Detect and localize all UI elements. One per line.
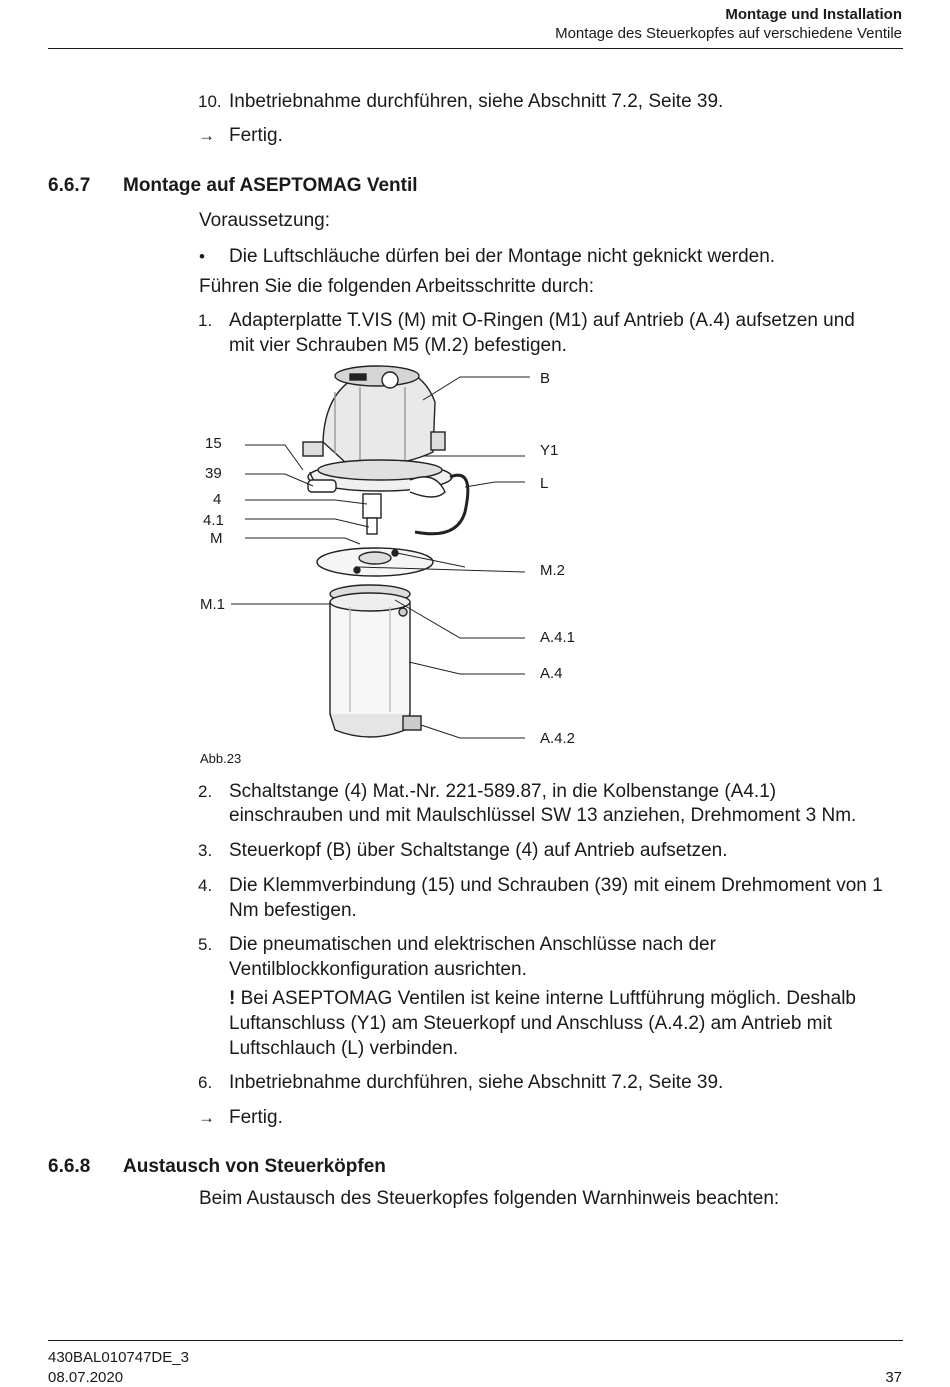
footer-divider — [48, 1340, 903, 1341]
note-text: Luftschlauch (L) verbinden. — [229, 1038, 459, 1059]
step-text: Inbetriebnahme durchführen, siehe Abschnitt 7.2, Seite 39. — [229, 91, 724, 112]
step-text: Steuerkopf (B) über Schaltstange (4) auf Antrieb aufsetzen. — [229, 840, 728, 861]
step-number: 2. — [198, 782, 213, 801]
done-text: Fertig. — [229, 125, 283, 146]
intro-text: Führen Sie die folgenden Arbeitsschritte durch: — [199, 276, 595, 297]
label-m: M — [210, 530, 223, 547]
figure-caption: Abb.23 — [200, 751, 242, 766]
label-m2: M.2 — [540, 562, 566, 579]
label-a4: A.4 — [540, 665, 563, 682]
bullet-text: Die Luftschläuche dürfen bei der Montage nicht geknickt werden. — [229, 246, 776, 267]
label-b: B — [540, 370, 551, 387]
header-title: Montage und Installation — [725, 6, 902, 23]
section-text: Beim Austausch des Steuerkopfes folgenden Warnhinweis beachten: — [199, 1188, 780, 1209]
step-text: Schaltstange (4) Mat.-Nr. 221-589.87, in die Kolbenstange (A4.1) — [229, 781, 777, 802]
step-text: Inbetriebnahme durchführen, siehe Abschnitt 7.2, Seite 39. — [229, 1072, 724, 1093]
section-number: 6.6.8 — [48, 1156, 91, 1177]
note-line: Bei ASEPTOMAG Ventilen ist keine interne Luftführung möglich. Deshalb — [235, 988, 856, 1009]
label-39: 39 — [205, 465, 222, 482]
step-text: Nm befestigen. — [229, 900, 357, 921]
document-date: 08.07.2020 — [48, 1369, 124, 1386]
header-divider — [48, 48, 903, 49]
warning-mark-icon: ! — [229, 988, 236, 1009]
step-number: 4. — [198, 876, 213, 895]
step-text: Adapterplatte T.VIS (M) mit O-Ringen (M1) auf Antrieb (A.4) aufsetzen und — [229, 310, 855, 331]
label-l: L — [540, 475, 549, 492]
section-number: 6.6.7 — [48, 175, 91, 196]
step-number: 6. — [198, 1073, 213, 1092]
step-text: Ventilblockkonfiguration ausrichten. — [229, 959, 527, 980]
header-subtitle: Montage des Steuerkopfes auf verschiedene Ventile — [555, 25, 902, 42]
label-4: 4 — [213, 491, 222, 508]
precondition-label: Voraussetzung: — [199, 210, 330, 231]
assembly-figure — [195, 362, 615, 752]
section-title: Montage auf ASEPTOMAG Ventil — [123, 175, 418, 196]
step-text: einschrauben und mit Maulschlüssel SW 13 anziehen, Drehmoment 3 Nm. — [229, 805, 857, 826]
step-number: 1. — [198, 311, 213, 330]
section-title: Austausch von Steuerköpfen — [123, 1156, 386, 1177]
valve-assembly-drawing — [195, 362, 615, 752]
label-y1: Y1 — [540, 442, 559, 459]
done-text: Fertig. — [229, 1107, 283, 1128]
step-number: 5. — [198, 935, 213, 954]
label-15: 15 — [205, 435, 222, 452]
step-number: 10. — [198, 92, 222, 111]
step-text: Die Klemmverbindung (15) und Schrauben (39) mit einem Drehmoment von 1 — [229, 875, 883, 896]
done-arrow-icon: → — [198, 126, 215, 145]
note-text — [229, 986, 856, 1011]
done-arrow-icon: → — [198, 1108, 215, 1127]
bullet-icon: • — [199, 247, 205, 266]
label-m1: M.1 — [200, 596, 226, 613]
label-4-1: 4.1 — [203, 512, 224, 529]
page-number: 37 — [885, 1369, 902, 1386]
label-a42: A.4.2 — [540, 730, 576, 747]
step-text: mit vier Schrauben M5 (M.2) befestigen. — [229, 335, 567, 356]
note-text: Luftanschluss (Y1) am Steuerkopf und Anschluss (A.4.2) am Antrieb mit — [229, 1013, 833, 1034]
step-number: 3. — [198, 841, 213, 860]
label-a41: A.4.1 — [540, 629, 576, 646]
document-number: 430BAL010747DE_3 — [48, 1349, 189, 1366]
step-text: Die pneumatischen und elektrischen Anschlüsse nach der — [229, 934, 716, 955]
